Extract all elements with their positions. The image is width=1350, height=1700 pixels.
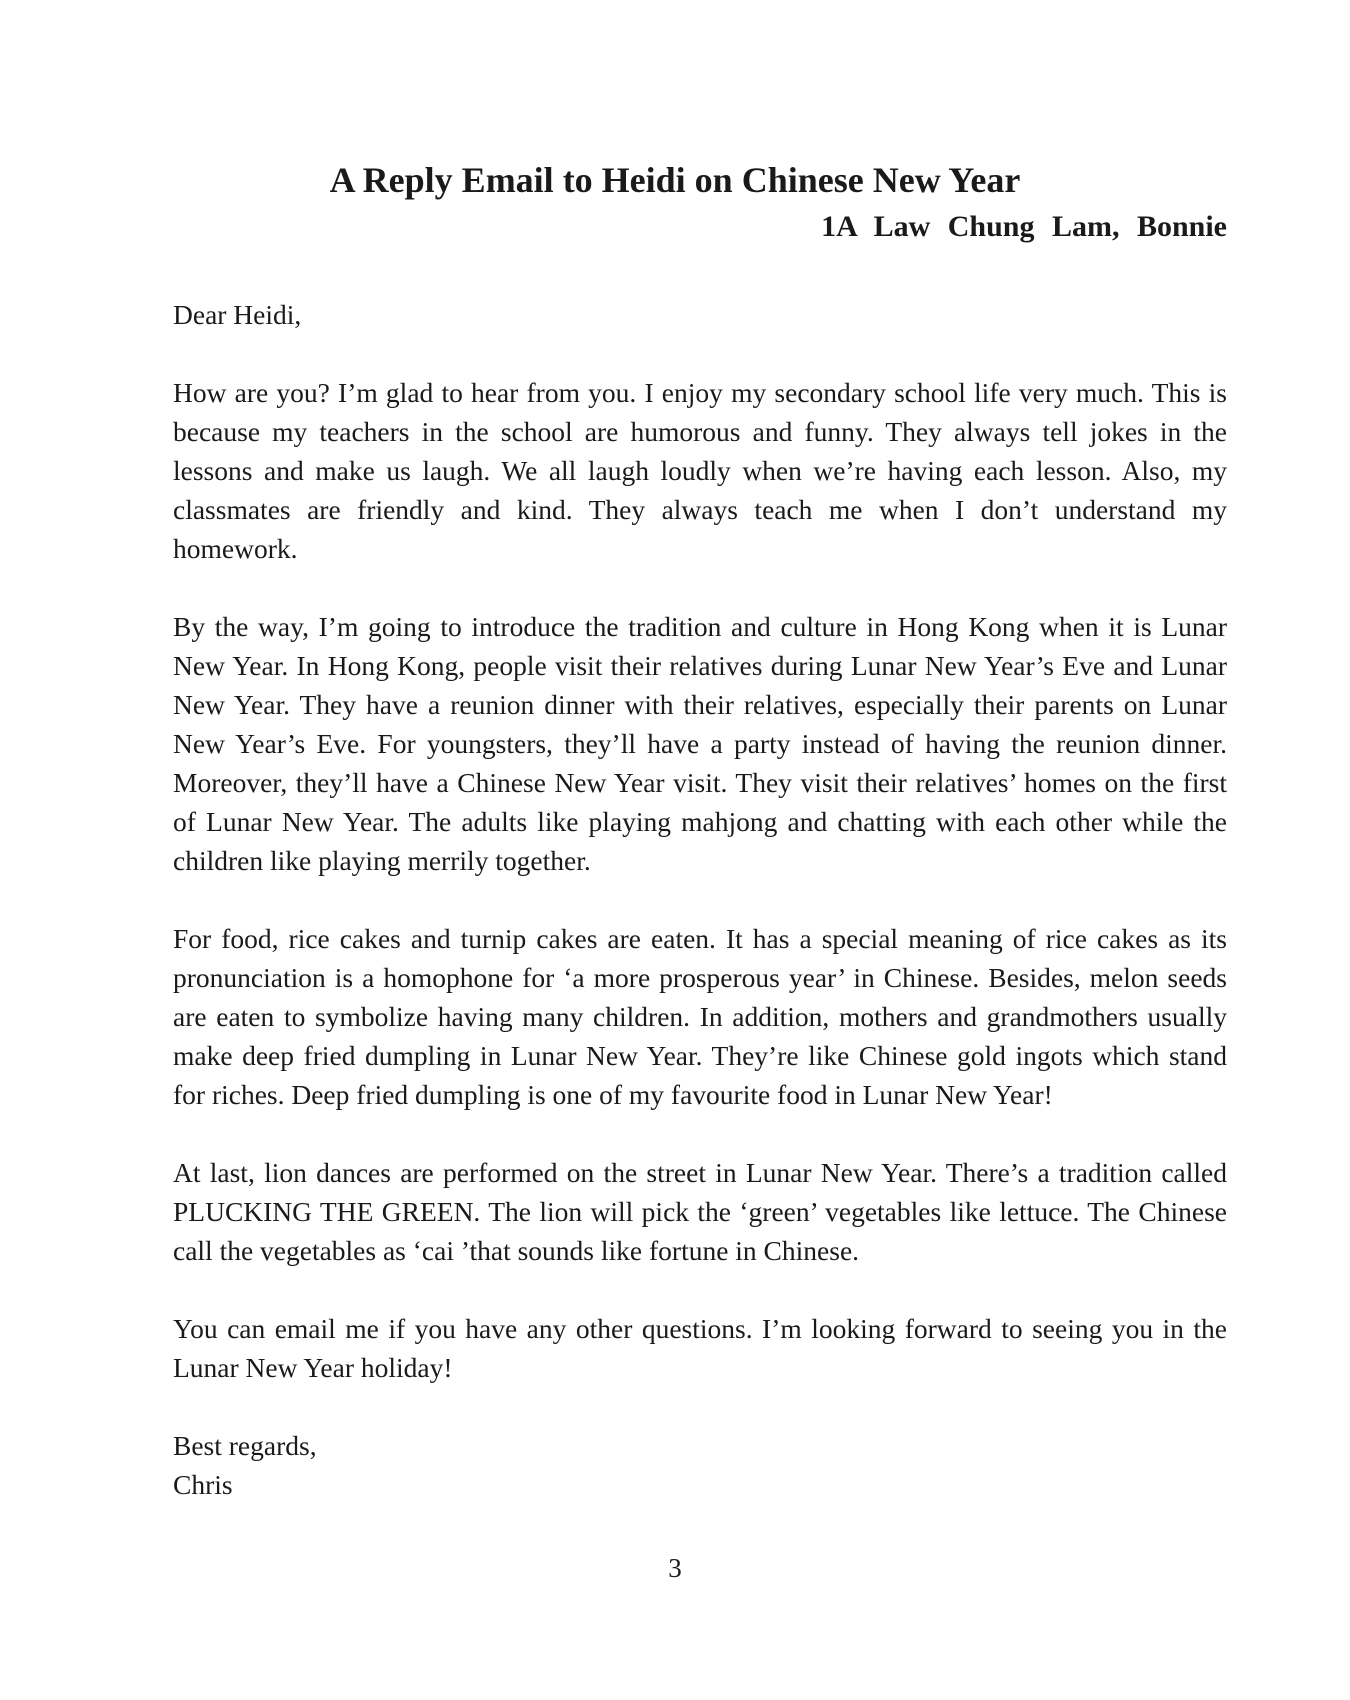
author-line: 1A Law Chung Lam, Bonnie <box>821 210 1227 243</box>
paragraph: For food, rice cakes and turnip cakes are eaten. It has a special meaning of rice cakes as its pronunciation is a homophone for ‘a more prosperous year’ in Chinese. Besides, melon seeds are eaten to symbolize having many children. In addition, mothers and grandmothers usually make deep fried dumpling in Lunar New Year. They’re like Chinese gold ingots which stand for riches. Deep fried dumpling is one of my favourite food in Lunar New Year! <box>173 923 1227 1110</box>
salutation: Dear Heidi, <box>173 299 302 330</box>
paragraph: At last, lion dances are performed on the street in Lunar New Year. There’s a tradition called PLUCKING THE GREEN. The lion will pick the ‘green’ vegetables like lettuce. The Chinese call the vegetables as ‘cai ’that sounds like fortune in Chinese. <box>173 1157 1227 1266</box>
document-title: A Reply Email to Heidi on Chinese New Year <box>329 160 1021 200</box>
letter-body <box>173 295 1227 1504</box>
paragraph: You can email me if you have any other questions. I’m looking forward to seeing you in the Lunar New Year holiday! <box>173 1313 1227 1383</box>
closing: Best regards, <box>173 1430 317 1461</box>
signature: Chris <box>173 1469 233 1500</box>
paragraph: By the way, I’m going to introduce the tradition and culture in Hong Kong when it is Lunar New Year. In Hong Kong, people visit their relatives during Lunar New Year’s Eve and Lunar New Year. They have a reunion dinner with their relatives, especially their parents on Lunar New Year’s Eve. For youngsters, they’ll have a party instead of having the reunion dinner. Moreover, they’ll have a Chinese New Year visit. They visit their relatives’ homes on the first of Lunar New Year. The adults like playing mahjong and chatting with each other while the children like playing merrily together. <box>173 611 1227 876</box>
paragraph: How are you? I’m glad to hear from you. I enjoy my secondary school life very much. This is because my teachers in the school are humorous and funny. They always tell jokes in the lessons and make us laugh. We all laugh loudly when we’re having each lesson. Also, my classmates are friendly and kind. They always teach me when I don’t understand my homework. <box>173 377 1227 564</box>
page-number: 3 <box>668 1553 682 1583</box>
